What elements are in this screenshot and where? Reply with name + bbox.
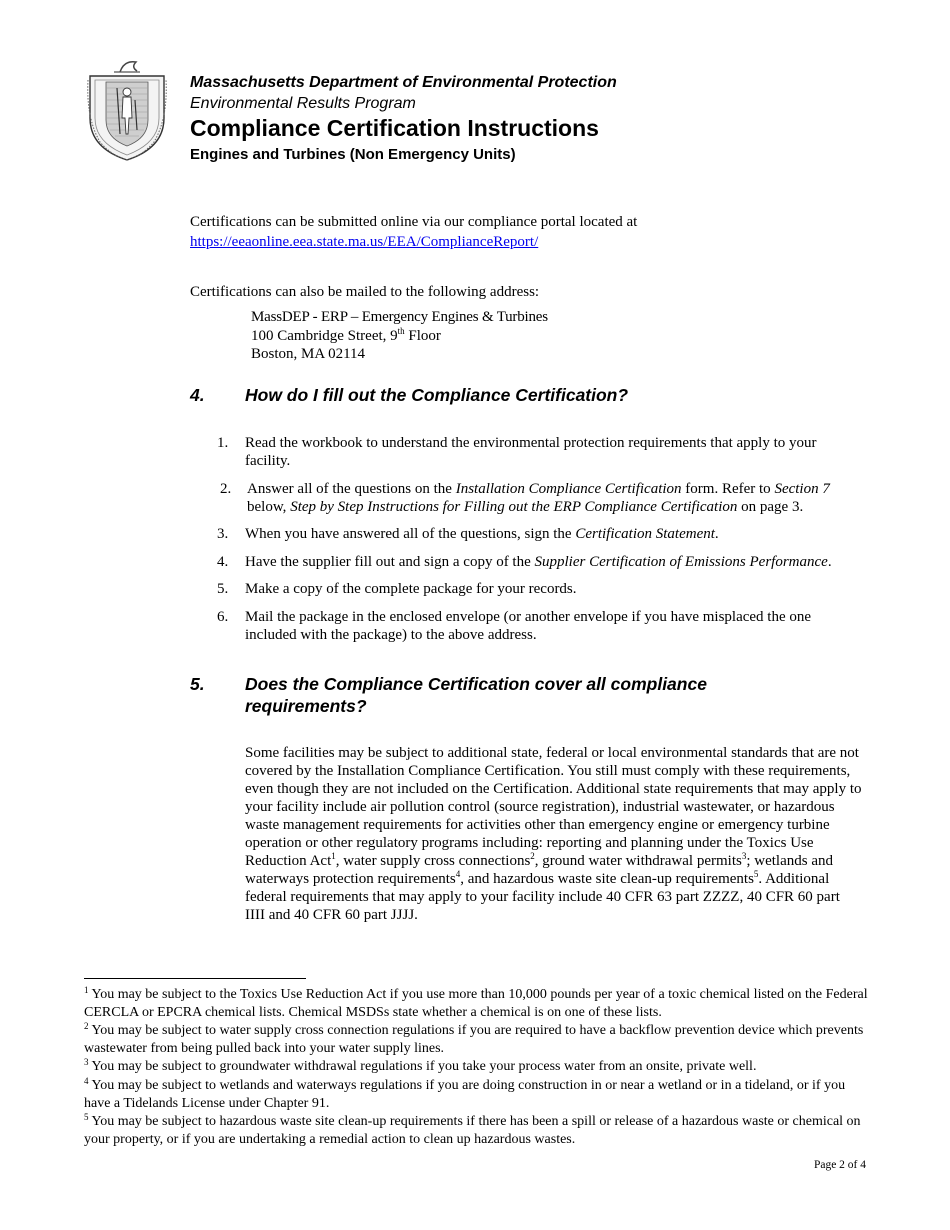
page-number: Page 2 of 4: [813, 1159, 866, 1171]
compliance-portal-link[interactable]: https://eeaonline.eea.state.ma.us/EEA/ComplianceReport/: [190, 234, 539, 250]
footnote-1: $^1$ You may be subject to the Toxics Use Reduction Act if you use more than 10,000 pounds per year of a toxic chemical listed on the Federal CERCLA or EPCRA chemical lists. Chemical MSDSs state whether a chemical is on one of these lists.: [84, 985, 868, 1020]
footnote-3: $^3$ You may be subject to groundwater withdrawal regulations if you take your process water from an onsite, private well.: [84, 1057, 757, 1074]
list-item: Have the supplier fill out and sign a copy of the Supplier Certification of Emissions Performance.: [245, 554, 832, 570]
list-item-number: 6.: [217, 609, 229, 625]
section-5-heading-line1: Does the Compliance Certification cover all compliance: [245, 674, 707, 694]
footnote-5: $^5$ You may be subject to hazardous waste site clean-up requirements if there has been a spill or release of a hazardous waste or chemical on your property, or if you are undertaking a remedial action to clean up hazardous wastes.: [84, 1112, 861, 1147]
section-5-number: 5.: [190, 674, 205, 694]
mail-address-line2: 100 Cambridge Street, 9th Floor: [251, 326, 441, 344]
list-item: Read the workbook to understand the environmental protection requirements that apply to your facility.: [245, 435, 817, 469]
section-4-number: 4.: [190, 385, 205, 405]
section-5-body: Some facilities may be subject to additional state, federal or local environmental standards that are not covered by the Installation Compliance Certification. You still must comply with these requirements, even though they are not included on the Certification. Additional state requirements that may apply to your facility include air pollution control (source registration), industrial wastewater, or hazardous waste management requirements for activities other than emergency engine or emergency turbine operation or other regulatory programs including: reporting and planning under the Toxics Use Reduction Act$^1$, water supply cross connections$^2$, ground water withdrawal permits$^3$; wetlands and waterways protection requirements$^4$, and hazardous waste site clean-up requirements$^5$. Additional federal requirements that may apply to your facility include 40 CFR 63 part ZZZZ, 40 CFR 60 part IIII and 40 CFR 60 part JJJJ.: [245, 745, 862, 923]
list-item-number: 4.: [217, 554, 229, 570]
list-item-number: 3.: [217, 526, 229, 542]
footnote-4: $^4$ You may be subject to wetlands and waterways regulations if you are doing construction in or near a wetland or in a tideland, or if you have a Tidelands License under Chapter 91.: [84, 1076, 846, 1111]
footnote-2: $^2$ You may be subject to water supply cross connection regulations if you are required to have a backflow prevention device which prevents wastewater from being pulled back into your water supply lines.: [84, 1021, 864, 1056]
document-subtitle: Engines and Turbines (Non Emergency Units): [190, 146, 516, 163]
list-item: Mail the package in the enclosed envelope (or another envelope if you have misplaced the one included with the package) to the above address.: [245, 609, 812, 643]
list-item-number: 2.: [220, 481, 232, 497]
section-5-heading-line2: requirements?: [245, 696, 367, 716]
footnote-separator: [84, 978, 306, 979]
list-item-number: 5.: [217, 581, 229, 597]
massachusetts-seal-logo: [84, 58, 170, 162]
mail-address-line1: MassDEP - ERP – Emergency Engines & Turbines: [251, 309, 548, 325]
mail-address-line3: Boston, MA 02114: [251, 346, 366, 362]
list-item: Make a copy of the complete package for your records.: [245, 581, 577, 597]
document-title: Compliance Certification Instructions: [190, 115, 599, 141]
online-submission-text: Certifications can be submitted online via our compliance portal located at: [190, 214, 638, 230]
list-item: Answer all of the questions on the Installation Compliance Certification form. Refer to Section 7 below, Step by Step Instructions for Filling out the ERP Compliance Certification on page 3.: [247, 481, 830, 515]
agency-name: Massachusetts Department of Environmental Protection: [190, 74, 617, 91]
mail-intro-text: Certifications can also be mailed to the following address:: [190, 284, 540, 300]
list-item-number: 1.: [217, 435, 229, 451]
list-item: When you have answered all of the questions, sign the Certification Statement.: [245, 526, 719, 542]
section-4-heading: How do I fill out the Compliance Certification?: [245, 385, 629, 405]
program-name: Environmental Results Program: [190, 95, 416, 112]
